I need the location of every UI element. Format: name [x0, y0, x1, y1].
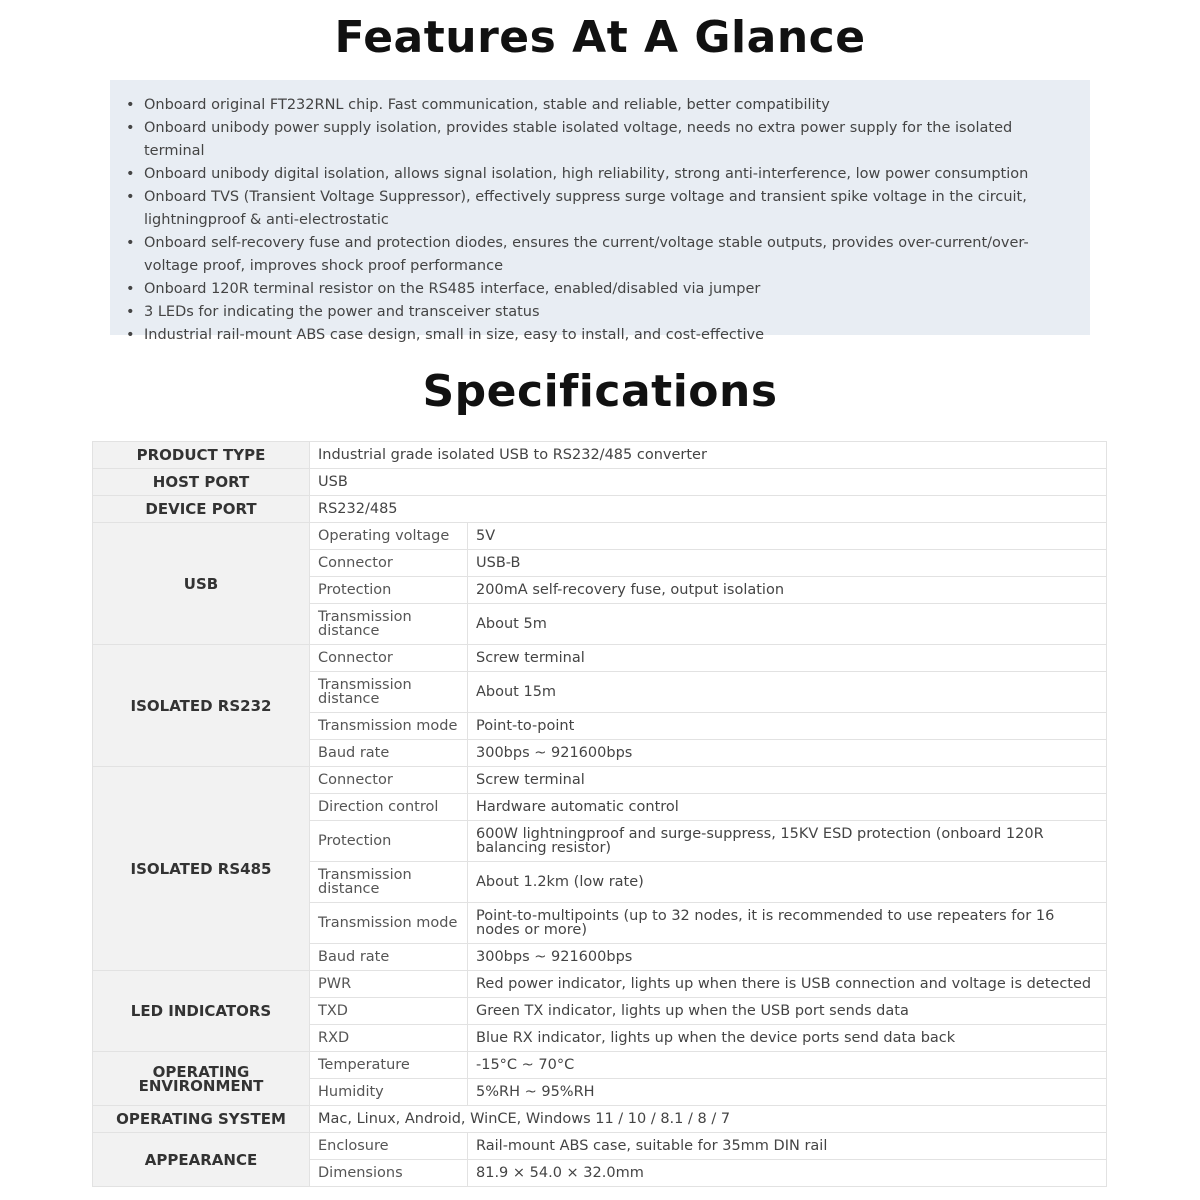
- spec-value: 5V: [468, 523, 1107, 550]
- spec-key: Connector: [310, 645, 468, 672]
- spec-value: RS232/485: [310, 496, 1107, 523]
- table-row: [93, 442, 1107, 469]
- spec-key: Transmission distance: [310, 862, 468, 903]
- spec-category: DEVICE PORT: [93, 496, 310, 523]
- spec-key: TXD: [310, 998, 468, 1025]
- spec-key: Baud rate: [310, 740, 468, 767]
- spec-value: -15°C ~ 70°C: [468, 1052, 1107, 1079]
- feature-item: • Industrial rail-mount ABS case design, small in size, easy to install, and cost-effective: [142, 324, 1070, 347]
- spec-category: HOST PORT: [93, 469, 310, 496]
- spec-key: RXD: [310, 1025, 468, 1052]
- spec-value: Rail-mount ABS case, suitable for 35mm DIN rail: [468, 1133, 1107, 1160]
- spec-category: ISOLATED RS485: [93, 767, 310, 971]
- spec-key: Baud rate: [310, 944, 468, 971]
- feature-item: • Onboard TVS (Transient Voltage Suppressor), effectively suppress surge voltage and transient spike voltage in the circuit, lightningproof & anti-electrostatic: [142, 186, 1070, 232]
- table-row: [93, 1052, 1107, 1079]
- spec-key: Connector: [310, 550, 468, 577]
- spec-value: USB-B: [468, 550, 1107, 577]
- spec-value: Point-to-point: [468, 713, 1107, 740]
- table-row: [93, 971, 1107, 998]
- spec-value: Green TX indicator, lights up when the USB port sends data: [468, 998, 1107, 1025]
- specs-title: Specifications: [422, 366, 778, 417]
- spec-key: Direction control: [310, 794, 468, 821]
- spec-value: Hardware automatic control: [468, 794, 1107, 821]
- spec-key: Transmission mode: [310, 713, 468, 740]
- spec-value: 300bps ~ 921600bps: [468, 740, 1107, 767]
- spec-key: Operating voltage: [310, 523, 468, 550]
- feature-item: • 3 LEDs for indicating the power and transceiver status: [142, 301, 1070, 324]
- spec-value: 300bps ~ 921600bps: [468, 944, 1107, 971]
- features-title: Features At A Glance: [334, 12, 866, 63]
- spec-key: Temperature: [310, 1052, 468, 1079]
- feature-item: • Onboard self-recovery fuse and protection diodes, ensures the current/voltage stable outputs, provides over-current/over-voltage proof, improves shock proof performance: [142, 232, 1070, 278]
- spec-value: About 5m: [468, 604, 1107, 645]
- spec-value: 600W lightningproof and surge-suppress, 15KV ESD protection (onboard 120R balancing resistor): [468, 821, 1107, 862]
- spec-value: About 1.2km (low rate): [468, 862, 1107, 903]
- spec-value: USB: [310, 469, 1107, 496]
- table-row: [93, 523, 1107, 550]
- table-row: [93, 469, 1107, 496]
- specifications-table: [92, 441, 1107, 1187]
- feature-item: • Onboard 120R terminal resistor on the RS485 interface, enabled/disabled via jumper: [142, 278, 1070, 301]
- spec-key: PWR: [310, 971, 468, 998]
- spec-key: Connector: [310, 767, 468, 794]
- spec-category: OPERATING SYSTEM: [93, 1106, 310, 1133]
- feature-item: • Onboard unibody power supply isolation, provides stable isolated voltage, needs no extra power supply for the isolated terminal: [142, 117, 1070, 163]
- spec-category: PRODUCT TYPE: [93, 442, 310, 469]
- spec-category: OPERATING ENVIRONMENT: [93, 1052, 310, 1106]
- spec-category: LED INDICATORS: [93, 971, 310, 1052]
- spec-key: Dimensions: [310, 1160, 468, 1187]
- spec-value: Industrial grade isolated USB to RS232/485 converter: [310, 442, 1107, 469]
- feature-item: • Onboard unibody digital isolation, allows signal isolation, high reliability, strong anti-interference, low power consumption: [142, 163, 1070, 186]
- spec-value: Mac, Linux, Android, WinCE, Windows 11 / 10 / 8.1 / 8 / 7: [310, 1106, 1107, 1133]
- spec-category: USB: [93, 523, 310, 645]
- spec-category: APPEARANCE: [93, 1133, 310, 1187]
- table-row: [93, 496, 1107, 523]
- features-list: [142, 94, 1070, 347]
- features-box: [110, 80, 1090, 343]
- spec-value: About 15m: [468, 672, 1107, 713]
- spec-category: ISOLATED RS232: [93, 645, 310, 767]
- spec-value: Red power indicator, lights up when there is USB connection and voltage is detected: [468, 971, 1107, 998]
- spec-key: Transmission mode: [310, 903, 468, 944]
- spec-key: Protection: [310, 577, 468, 604]
- spec-key: Transmission distance: [310, 604, 468, 645]
- spec-key: Transmission distance: [310, 672, 468, 713]
- spec-value: 5%RH ~ 95%RH: [468, 1079, 1107, 1106]
- spec-value: Blue RX indicator, lights up when the device ports send data back: [468, 1025, 1107, 1052]
- spec-key: Enclosure: [310, 1133, 468, 1160]
- spec-value: Screw terminal: [468, 645, 1107, 672]
- feature-item: • Onboard original FT232RNL chip. Fast communication, stable and reliable, better compatibility: [142, 94, 1070, 117]
- table-row: [93, 1133, 1107, 1160]
- spec-value: 200mA self-recovery fuse, output isolation: [468, 577, 1107, 604]
- spec-key: Humidity: [310, 1079, 468, 1106]
- spec-value: Point-to-multipoints (up to 32 nodes, it is recommended to use repeaters for 16 nodes or more): [468, 903, 1107, 944]
- table-row: [93, 645, 1107, 672]
- spec-value: 81.9 × 54.0 × 32.0mm: [468, 1160, 1107, 1187]
- table-row: [93, 767, 1107, 794]
- table-row: [93, 1106, 1107, 1133]
- spec-key: Protection: [310, 821, 468, 862]
- spec-value: Screw terminal: [468, 767, 1107, 794]
